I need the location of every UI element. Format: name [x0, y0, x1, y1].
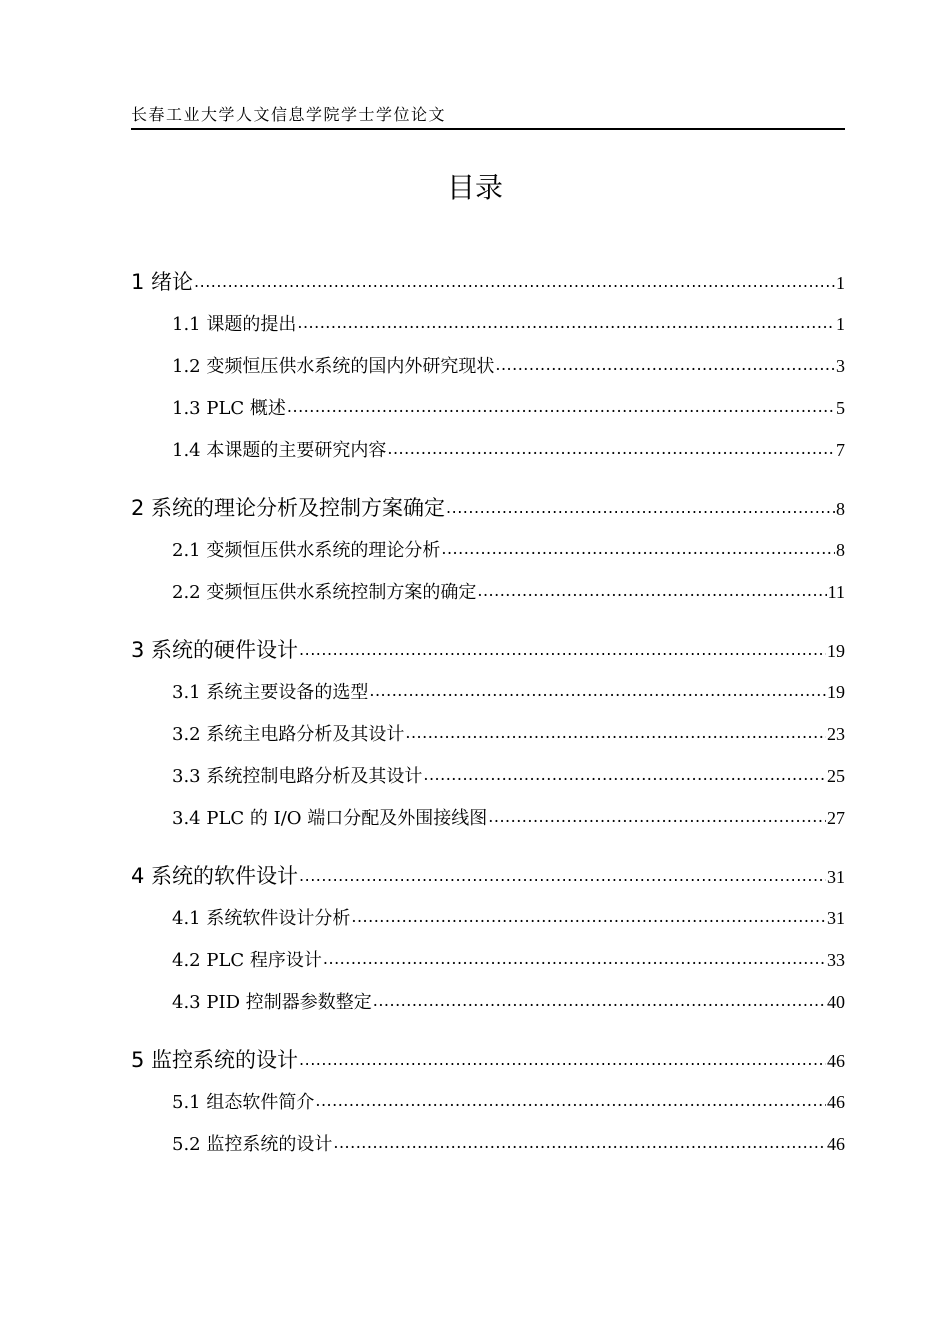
- toc-leader-dots: [287, 396, 835, 414]
- toc-entry-page: 27: [827, 808, 845, 828]
- toc-entry-page: 23: [827, 724, 845, 744]
- toc-entry-page: 31: [827, 867, 845, 887]
- toc-entry-page: 40: [827, 992, 845, 1012]
- toc-entry-label: 3.1 系统主要设备的选型: [172, 682, 369, 703]
- toc-entry-label: 3.3 系统控制电路分析及其设计: [172, 766, 423, 787]
- toc-leader-dots: [315, 1090, 826, 1108]
- toc-leader-dots: [333, 1132, 826, 1150]
- toc-entry-page: 1: [836, 314, 845, 334]
- toc-entry-label: 5 监控系统的设计: [131, 1048, 299, 1072]
- header-text: 长春工业大学人文信息学院学士学位论文: [131, 105, 447, 124]
- toc-entry-section[interactable]: [172, 804, 845, 830]
- toc-leader-dots: [477, 580, 826, 598]
- toc-leader-dots: [441, 538, 835, 556]
- toc-leader-dots: [299, 636, 826, 657]
- toc-leader-dots: [323, 948, 826, 966]
- toc-entry-page: 3: [836, 356, 845, 376]
- toc-entry-section[interactable]: [172, 946, 845, 972]
- toc-entry-section[interactable]: [172, 720, 845, 746]
- toc-entry-page: 46: [827, 1051, 845, 1071]
- toc-leader-dots: [194, 268, 835, 289]
- toc-leader-dots: [495, 354, 835, 372]
- toc-entry-page: 1: [836, 273, 845, 293]
- toc-entry-label: 2 系统的理论分析及控制方案确定: [131, 496, 446, 520]
- toc-entry-label: 1.1 课题的提出: [172, 314, 297, 335]
- toc-entry-page: 7: [836, 440, 845, 460]
- toc-entry-page: 46: [827, 1092, 845, 1112]
- toc-entry-label: 2.1 变频恒压供水系统的理论分析: [172, 540, 441, 561]
- toc-entry-label: 1 绪论: [131, 270, 194, 294]
- toc-entry-label: 4.2 PLC 程序设计: [172, 950, 322, 971]
- toc-leader-dots: [299, 1046, 826, 1067]
- toc-entry-label: 5.2 监控系统的设计: [172, 1134, 333, 1155]
- toc-leader-dots: [297, 312, 835, 330]
- toc-entry-chapter[interactable]: [131, 860, 845, 890]
- toc-entry-label: 1.3 PLC 概述: [172, 398, 286, 419]
- toc-entry-section[interactable]: [172, 310, 845, 336]
- toc-entry-page: 25: [827, 766, 845, 786]
- toc-entry-chapter[interactable]: [131, 266, 845, 296]
- toc-entry-chapter[interactable]: [131, 1044, 845, 1074]
- toc-leader-dots: [488, 806, 826, 824]
- toc-entry-page: 19: [827, 641, 845, 661]
- page-header: [131, 104, 845, 130]
- toc-entry-page: 33: [827, 950, 845, 970]
- toc-entry-label: 1.4 本课题的主要研究内容: [172, 440, 387, 461]
- toc-entry-section[interactable]: [172, 762, 845, 788]
- toc-entry-section[interactable]: [172, 678, 845, 704]
- toc-leader-dots: [299, 862, 826, 883]
- toc-entry-label: 3.2 系统主电路分析及其设计: [172, 724, 405, 745]
- toc-entry-page: 46: [827, 1134, 845, 1154]
- toc-leader-dots: [373, 990, 826, 1008]
- toc-entry-section[interactable]: [172, 578, 845, 604]
- toc-entry-chapter[interactable]: [131, 634, 845, 664]
- toc-entry-page: 19: [827, 682, 845, 702]
- toc-entry-section[interactable]: [172, 1088, 845, 1114]
- toc-leader-dots: [405, 722, 826, 740]
- toc-entry-page: 11: [827, 582, 845, 602]
- toc-entry-page: 8: [836, 499, 845, 519]
- toc-entry-section[interactable]: [172, 536, 845, 562]
- toc-entry-label: 5.1 组态软件简介: [172, 1092, 315, 1113]
- toc-entry-label: 2.2 变频恒压供水系统控制方案的确定: [172, 582, 477, 603]
- toc-entry-section[interactable]: [172, 904, 845, 930]
- toc-entry-section[interactable]: [172, 1130, 845, 1156]
- toc-entry-chapter[interactable]: [131, 492, 845, 522]
- toc-entry-section[interactable]: [172, 436, 845, 462]
- toc-leader-dots: [351, 906, 826, 924]
- toc-leader-dots: [423, 764, 826, 782]
- toc-entry-page: 31: [827, 908, 845, 928]
- toc-entry-page: 5: [836, 398, 845, 418]
- toc-leader-dots: [446, 494, 835, 515]
- toc-entry-page: 8: [836, 540, 845, 560]
- toc-entry-section[interactable]: [172, 352, 845, 378]
- toc-entry-label: 3 系统的硬件设计: [131, 638, 299, 662]
- toc-entry-label: 3.4 PLC 的 I/O 端口分配及外围接线图: [172, 808, 488, 829]
- toc-entry-section[interactable]: [172, 394, 845, 420]
- toc-entry-label: 4 系统的软件设计: [131, 864, 299, 888]
- toc-leader-dots: [369, 680, 826, 698]
- toc-entry-label: 4.3 PID 控制器参数整定: [172, 992, 372, 1013]
- toc-leader-dots: [387, 438, 835, 456]
- toc-entry-section[interactable]: [172, 988, 845, 1014]
- toc-entry-label: 4.1 系统软件设计分析: [172, 908, 351, 929]
- page-title: 目录: [446, 171, 503, 204]
- toc-entry-label: 1.2 变频恒压供水系统的国内外研究现状: [172, 356, 495, 377]
